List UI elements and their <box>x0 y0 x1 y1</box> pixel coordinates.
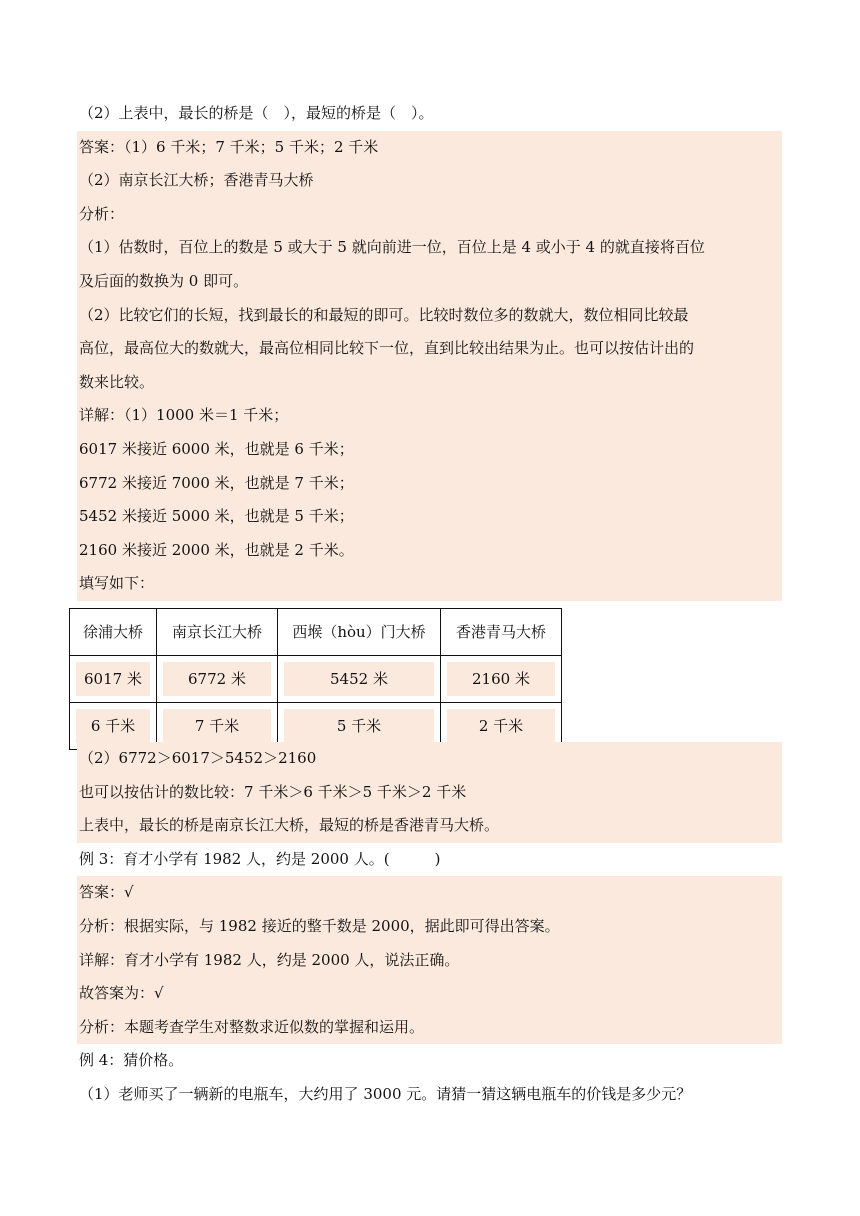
analysis-heading: 分析： <box>77 198 782 232</box>
cell-value: 5 千米 <box>284 709 434 743</box>
comparison-line: （2）6772＞6017＞5452＞2160 <box>77 742 782 776</box>
analysis-line: 分析：本题考查学生对整数求近似数的掌握和运用。 <box>77 1011 782 1045</box>
table-header-row <box>70 609 562 656</box>
example-3-question: 例 3：育才小学有 1982 人，约是 2000 人。( ) <box>79 849 441 868</box>
detail-line: 6772 米接近 7000 米，也就是 7 千米； <box>77 467 782 501</box>
header-label: 徐浦大桥 <box>82 623 143 641</box>
table-cell <box>441 656 562 703</box>
answer-line: （2）南京长江大桥；香港青马大桥 <box>77 164 782 198</box>
analysis-line: 数来比较。 <box>77 366 782 400</box>
table-cell <box>70 656 157 703</box>
analysis-line: （2）比较它们的长短，找到最长的和最短的即可。比较时数位多的数就大，数位相同比较最 <box>77 299 782 333</box>
cell-value: 6 千米 <box>76 709 150 743</box>
answer-line: 故答案为：√ <box>77 977 782 1011</box>
header-label: 西堠（hòu）门大桥 <box>292 623 426 641</box>
table-row <box>70 656 562 703</box>
question-line: （2）上表中，最长的桥是（ ），最短的桥是（ ）。 <box>79 104 434 122</box>
analysis-line: 及后面的数换为 0 即可。 <box>77 265 782 299</box>
table-header-cell <box>157 609 278 656</box>
header-label: 香港青马大桥 <box>455 623 546 641</box>
detail-line: 2160 米接近 2000 米，也就是 2 千米。 <box>77 534 782 568</box>
cell-value: 5452 米 <box>284 662 434 696</box>
table-header-cell <box>70 609 157 656</box>
cell-value: 7 千米 <box>163 709 271 743</box>
example-4-heading: 例 4：猜价格。 <box>79 1051 184 1070</box>
example-4-question: （1）老师买了一辆新的电瓶车，大约用了 3000 元。请猜一猜这辆电瓶车的价钱是多少元？ <box>79 1085 692 1103</box>
table-header-cell <box>441 609 562 656</box>
cell-value: 2 千米 <box>447 709 555 743</box>
comparison-line: 也可以按估计的数比较：7 千米＞6 千米＞5 千米＞2 千米 <box>77 776 782 810</box>
detail-line: 6017 米接近 6000 米，也就是 6 千米； <box>77 433 782 467</box>
detail-line: 详解：育才小学有 1982 人，约是 2000 人，说法正确。 <box>77 944 782 978</box>
analysis-line: 分析：根据实际，与 1982 接近的整千数是 2000，据此即可得出答案。 <box>77 910 782 944</box>
cell-value: 2160 米 <box>447 662 555 696</box>
analysis-line: （1）估数时，百位上的数是 5 或大于 5 就向前进一位，百位上是 4 或小于 4 的就直接将百位 <box>77 231 782 265</box>
table-header-cell <box>278 609 441 656</box>
bridge-table <box>69 608 562 750</box>
detail-line: 5452 米接近 5000 米，也就是 5 千米； <box>77 500 782 534</box>
conclusion-line: 上表中，最长的桥是南京长江大桥，最短的桥是香港青马大桥。 <box>77 809 782 843</box>
cell-value: 6017 米 <box>76 662 150 696</box>
table-cell <box>278 656 441 703</box>
analysis-line: 高位，最高位大的数就大，最高位相同比较下一位，直到比较出结果为止。也可以按估计出的 <box>77 332 782 366</box>
cell-value: 6772 米 <box>163 662 271 696</box>
header-label: 南京长江大桥 <box>171 623 262 641</box>
detail-line: 详解：（1）1000 米＝1 千米； <box>77 399 782 433</box>
table-cell <box>157 656 278 703</box>
fill-in-label: 填写如下： <box>77 567 782 601</box>
answer-line: 答案：（1）6 千米；7 千米；5 千米；2 千米 <box>77 131 782 165</box>
answer-line: 答案：√ <box>77 876 782 910</box>
